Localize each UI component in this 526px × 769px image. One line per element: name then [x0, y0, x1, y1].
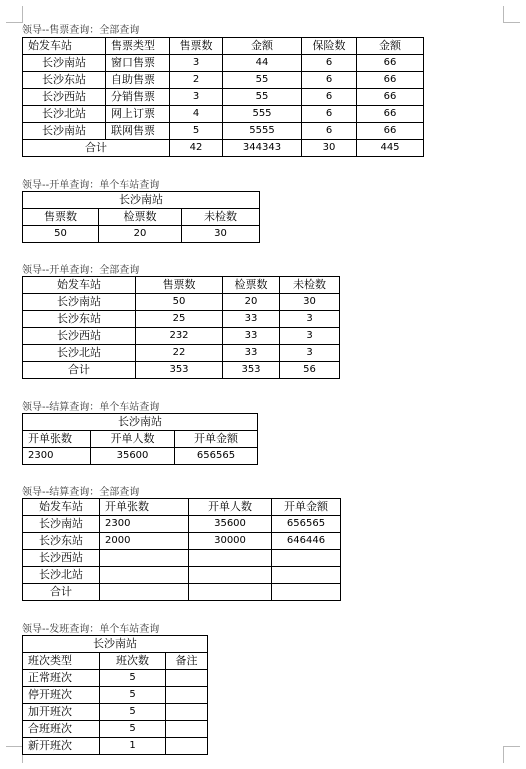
- table-cell: 5: [100, 721, 166, 738]
- table-cell: 长沙东站: [23, 72, 106, 89]
- header-cell: 检票数: [223, 277, 280, 294]
- total-label: 合计: [23, 140, 170, 157]
- departures-single-table: [22, 635, 208, 755]
- section-title-ticket-sales-all: 领导--售票查询：全部查询: [22, 25, 140, 36]
- table-cell: 22: [136, 345, 223, 362]
- table-cell: 长沙南站: [23, 516, 100, 533]
- header-cell: 保险数: [302, 38, 357, 55]
- total-cell: 344343: [223, 140, 302, 157]
- table-cell: 20: [99, 226, 182, 243]
- section-title-open-order-single: 领导--开单查询：单个车站查询: [22, 180, 160, 191]
- table-row: [23, 738, 208, 755]
- table-header-row: [23, 209, 260, 226]
- section-title-settlement-single: 领导--结算查询：单个车站查询: [22, 402, 160, 413]
- total-row: [23, 584, 341, 601]
- table-cell: 66: [357, 123, 424, 140]
- table-cell: 2300: [23, 448, 91, 465]
- header-cell: 班次数: [100, 653, 166, 670]
- total-label: 合计: [23, 362, 136, 379]
- table-cell: 35600: [91, 448, 175, 465]
- table-cell: 6: [302, 55, 357, 72]
- header-cell: 始发车站: [23, 499, 100, 516]
- table-header-row: [23, 277, 340, 294]
- table-cell: [189, 550, 272, 567]
- total-cell: 445: [357, 140, 424, 157]
- total-cell: 353: [136, 362, 223, 379]
- table-cell: [166, 687, 208, 704]
- table-cell: 长沙西站: [23, 328, 136, 345]
- table-cell: [166, 670, 208, 687]
- header-cell: 售票类型: [106, 38, 170, 55]
- header-cell: 始发车站: [23, 277, 136, 294]
- header-cell: 开单金额: [272, 499, 341, 516]
- table-cell: 2: [170, 72, 223, 89]
- header-cell: 售票数: [136, 277, 223, 294]
- table-cell: [100, 567, 189, 584]
- table-cell: 长沙西站: [23, 550, 100, 567]
- table-row: [23, 328, 340, 345]
- table-header-row: [23, 499, 341, 516]
- table-cell: 2000: [100, 533, 189, 550]
- header-cell: 班次类型: [23, 653, 100, 670]
- table-cell: 网上订票: [106, 106, 170, 123]
- page-corner-mark-top-left: [6, 6, 23, 23]
- header-cell: 金额: [223, 38, 302, 55]
- table-cell: 长沙南站: [23, 123, 106, 140]
- station-row: [23, 414, 258, 431]
- table-row: [23, 89, 424, 106]
- total-cell: 30: [302, 140, 357, 157]
- table-cell: 3: [170, 55, 223, 72]
- station-name: 长沙南站: [23, 636, 208, 653]
- table-row: [23, 123, 424, 140]
- table-cell: 6: [302, 72, 357, 89]
- header-cell: 未检数: [280, 277, 340, 294]
- page-corner-mark-bottom-left: [6, 746, 23, 763]
- table-cell: 5: [100, 670, 166, 687]
- table-row: [23, 704, 208, 721]
- table-cell: 656565: [272, 516, 341, 533]
- table-cell: 44: [223, 55, 302, 72]
- section-title-settlement-all: 领导--结算查询：全部查询: [22, 487, 140, 498]
- total-row: [23, 362, 340, 379]
- table-cell: [166, 704, 208, 721]
- table-cell: 66: [357, 72, 424, 89]
- table-cell: 232: [136, 328, 223, 345]
- station-name: 长沙南站: [23, 414, 258, 431]
- table-cell: 6: [302, 89, 357, 106]
- header-cell: 金额: [357, 38, 424, 55]
- table-cell: 5: [170, 123, 223, 140]
- header-cell: 开单人数: [91, 431, 175, 448]
- table-cell: [166, 738, 208, 755]
- station-row: [23, 636, 208, 653]
- table-cell: 2300: [100, 516, 189, 533]
- section-title-departures-single: 领导--发班查询：单个车站查询: [22, 624, 160, 635]
- table-cell: [100, 550, 189, 567]
- page-corner-mark-bottom-right: [503, 746, 520, 763]
- table-cell: 30: [280, 294, 340, 311]
- total-cell: [100, 584, 189, 601]
- table-cell: 6: [302, 106, 357, 123]
- table-cell: 33: [223, 345, 280, 362]
- table-row: [23, 294, 340, 311]
- table-cell: 4: [170, 106, 223, 123]
- table-row: [23, 550, 341, 567]
- header-cell: 开单人数: [189, 499, 272, 516]
- table-cell: 5555: [223, 123, 302, 140]
- header-cell: 售票数: [170, 38, 223, 55]
- table-cell: 窗口售票: [106, 55, 170, 72]
- table-cell: 55: [223, 72, 302, 89]
- table-cell: 66: [357, 55, 424, 72]
- total-cell: 56: [280, 362, 340, 379]
- table-cell: 3: [280, 328, 340, 345]
- table-cell: 5: [100, 704, 166, 721]
- table-cell: 自助售票: [106, 72, 170, 89]
- total-cell: [189, 584, 272, 601]
- table-cell: 33: [223, 311, 280, 328]
- total-row: [23, 140, 424, 157]
- section-title-open-order-all: 领导--开单查询：全部查询: [22, 265, 140, 276]
- table-row: [23, 226, 260, 243]
- table-header-row: [23, 431, 258, 448]
- table-cell: [272, 550, 341, 567]
- table-cell: 新开班次: [23, 738, 100, 755]
- total-label: 合计: [23, 584, 100, 601]
- table-cell: 合班班次: [23, 721, 100, 738]
- table-row: [23, 55, 424, 72]
- table-row: [23, 311, 340, 328]
- page-corner-mark-top-right: [503, 6, 520, 23]
- header-cell: 开单张数: [100, 499, 189, 516]
- header-cell: 开单金额: [175, 431, 258, 448]
- table-row: [23, 516, 341, 533]
- table-cell: 6: [302, 123, 357, 140]
- table-header-row: [23, 38, 424, 55]
- header-cell: 未检数: [182, 209, 260, 226]
- header-cell: 备注: [166, 653, 208, 670]
- open-order-all-table: [22, 276, 340, 379]
- table-row: [23, 687, 208, 704]
- table-cell: 30000: [189, 533, 272, 550]
- header-cell: 售票数: [23, 209, 99, 226]
- table-cell: 33: [223, 328, 280, 345]
- table-cell: 66: [357, 106, 424, 123]
- table-cell: 长沙南站: [23, 55, 106, 72]
- table-row: [23, 448, 258, 465]
- table-cell: 25: [136, 311, 223, 328]
- table-cell: [272, 567, 341, 584]
- total-cell: [272, 584, 341, 601]
- table-cell: 联网售票: [106, 123, 170, 140]
- settlement-single-table: [22, 413, 258, 465]
- table-row: [23, 72, 424, 89]
- table-cell: 55: [223, 89, 302, 106]
- table-row: [23, 721, 208, 738]
- table-cell: 长沙西站: [23, 89, 106, 106]
- table-cell: 长沙东站: [23, 533, 100, 550]
- table-cell: 50: [23, 226, 99, 243]
- open-order-single-table: [22, 191, 260, 243]
- table-cell: 长沙北站: [23, 567, 100, 584]
- header-cell: 检票数: [99, 209, 182, 226]
- total-cell: 42: [170, 140, 223, 157]
- table-cell: 555: [223, 106, 302, 123]
- table-cell: 3: [280, 345, 340, 362]
- table-cell: 3: [170, 89, 223, 106]
- table-cell: 长沙北站: [23, 345, 136, 362]
- table-cell: 5: [100, 687, 166, 704]
- table-cell: 长沙南站: [23, 294, 136, 311]
- table-cell: [189, 567, 272, 584]
- header-cell: 始发车站: [23, 38, 106, 55]
- station-name: 长沙南站: [23, 192, 260, 209]
- table-cell: 656565: [175, 448, 258, 465]
- table-row: [23, 106, 424, 123]
- table-cell: 长沙北站: [23, 106, 106, 123]
- table-cell: 30: [182, 226, 260, 243]
- table-cell: 646446: [272, 533, 341, 550]
- table-cell: 正常班次: [23, 670, 100, 687]
- table-cell: 1: [100, 738, 166, 755]
- table-cell: 3: [280, 311, 340, 328]
- table-cell: 35600: [189, 516, 272, 533]
- table-cell: [166, 721, 208, 738]
- header-cell: 开单张数: [23, 431, 91, 448]
- total-cell: 353: [223, 362, 280, 379]
- table-cell: 长沙东站: [23, 311, 136, 328]
- settlement-all-table: [22, 498, 341, 601]
- table-row: [23, 533, 341, 550]
- table-row: [23, 670, 208, 687]
- ticket-sales-all-table: [22, 37, 424, 157]
- table-cell: 50: [136, 294, 223, 311]
- table-cell: 66: [357, 89, 424, 106]
- table-cell: 停开班次: [23, 687, 100, 704]
- table-cell: 分销售票: [106, 89, 170, 106]
- table-header-row: [23, 653, 208, 670]
- table-cell: 加开班次: [23, 704, 100, 721]
- table-row: [23, 345, 340, 362]
- table-cell: 20: [223, 294, 280, 311]
- table-row: [23, 567, 341, 584]
- station-row: [23, 192, 260, 209]
